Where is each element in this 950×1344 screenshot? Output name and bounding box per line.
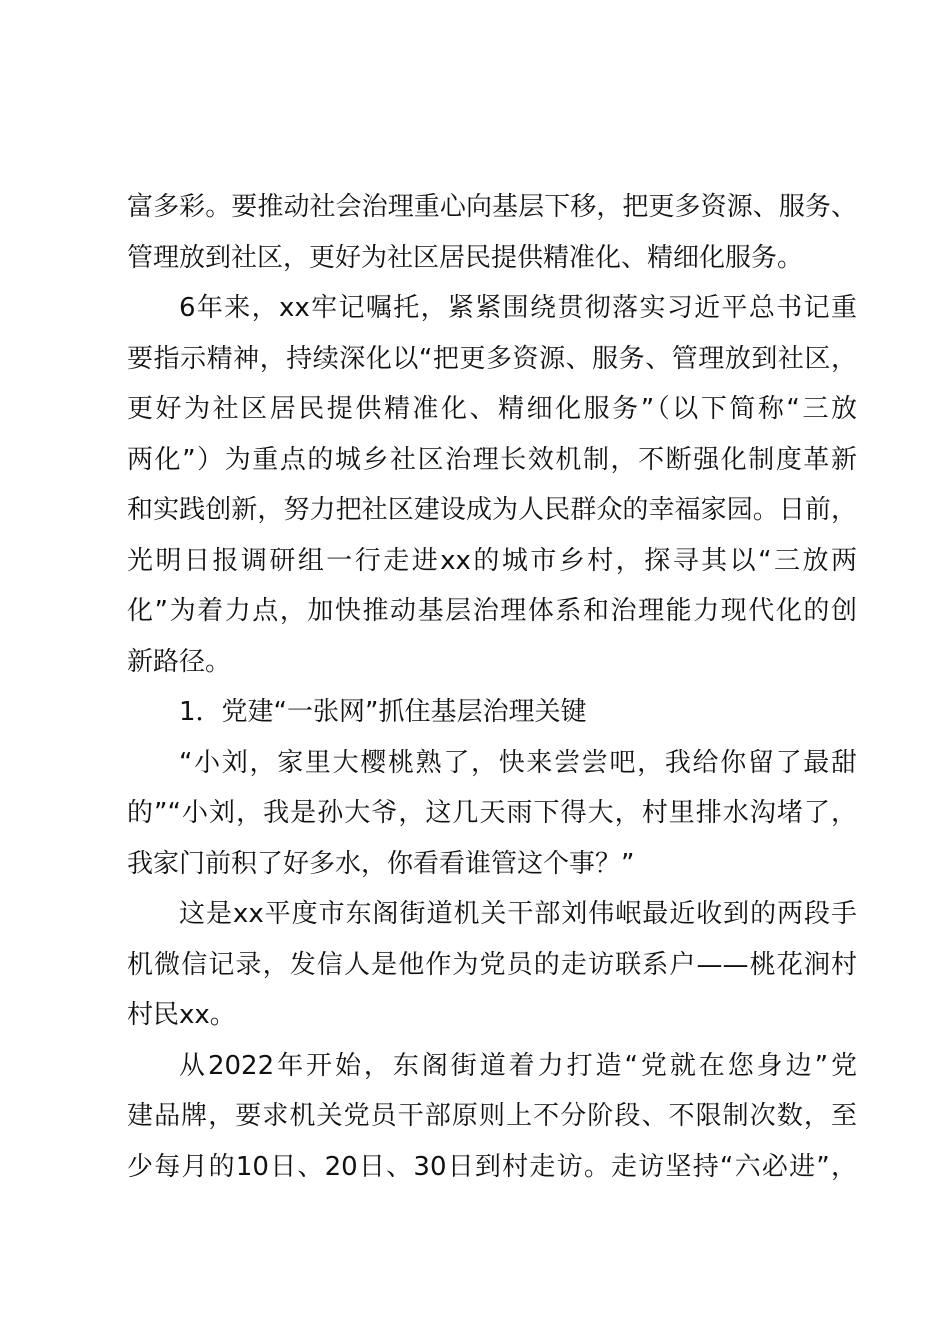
text-line: 村民xx。 <box>127 1000 236 1030</box>
text-line: 要指示精神，持续深化以“把更多资源、服务、管理放到社区， <box>127 343 857 374</box>
text-line: 管理放到社区，更好为社区居民提供精准化、精细化服务。 <box>127 242 804 273</box>
text-line: 少每月的10日、20日、30日到村走访。走访坚持“六必进”， <box>127 1151 857 1182</box>
paragraph-start-line: 6年来，xx牢记嘱托，紧紧围绕贯彻落实习近平总书记重 <box>179 293 857 323</box>
text-line: 和实践创新，努力把社区建设成为人民群众的幸福家园。日前， <box>127 495 857 525</box>
text-line: 机微信记录，发信人是他作为党员的走访联系户——桃花涧村 <box>127 949 857 980</box>
document-body <box>127 182 857 1192</box>
text-line: 化”为着力点，加快推动基层治理体系和治理能力现代化的创 <box>127 596 857 626</box>
text-line: 的”“小刘，我是孙大爷，这几天雨下得大，村里排水沟堵了， <box>127 798 857 828</box>
text-line: 建品牌，要求机关党员干部原则上不分阶段、不限制次数，至 <box>127 1101 857 1131</box>
text-line: 新路径。 <box>127 646 232 677</box>
paragraph-start-line: 从2022年开始，东阁街道着力打造“党就在您身边”党 <box>179 1050 857 1081</box>
text-line: 两化”）为重点的城乡社区治理长效机制，不断强化制度革新 <box>127 444 857 475</box>
text-line: 更好为社区居民提供精准化、精细化服务”（以下简称“三放 <box>127 394 857 424</box>
paragraph-start-line: 这是xx平度市东阁街道机关干部刘伟岷最近收到的两段手 <box>179 899 857 929</box>
paragraph-start-line: “小刘，家里大樱桃熟了，快来尝尝吧，我给你留了最甜 <box>179 747 857 778</box>
text-line: 我家门前积了好多水，你看看谁管这个事？” <box>127 848 635 879</box>
text-line: 富多彩。要推动社会治理重心向基层下移，把更多资源、服务、 <box>127 192 857 222</box>
text-line: 光明日报调研组一行走进xx的城市乡村，探寻其以“三放两 <box>127 545 857 576</box>
section-heading: 1．党建“一张网”抓住基层治理关键 <box>179 697 587 727</box>
